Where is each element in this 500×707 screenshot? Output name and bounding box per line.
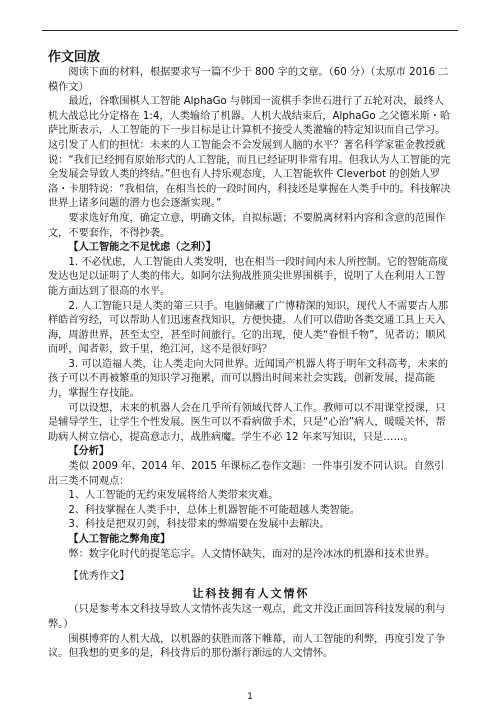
worry-point-3: 3. 可以造福人类，让人类走向大同世界。近闻国产机器人将于明年文科高考，未来的孩子可以不再被繁重的知识学习拖累，而可以腾出时间来社会实践，创新发展，提高能力，掌握生存技能。 [48, 358, 449, 400]
header-rule [42, 30, 458, 31]
material-paragraph-2: 要求选好角度，确定立意，明确文体，自拟标题；不要脱离材料内容和含意的范围作文，不要套作，不得抄袭。 [48, 212, 446, 239]
heading-worry: 【人工智能之不足忧虑（之利）】 [68, 242, 217, 254]
viewpoint-2: 2、科技掌握在人类手中，总体上机器智能不可能超越人类智能。 [68, 504, 361, 516]
page-number: 1 [247, 692, 253, 702]
worry-point-2: 2. 人工智能只是人类的第三只手。电脑储藏了广博精深的知识，现代人不需要古人那样皓首穷经，可以帮助人们迅速查找知识，方便快捷。人们可以借助各类交通工具上天入海，周游世界，甚至太空，甚至时间旅行。它的出现，使人类“眷恨千物”，见者访；顺风而呼，闻者彰，致千里，绝江河，这不是很好吗？ [48, 300, 449, 356]
heading-harm: 【人工智能之弊角度】 [68, 534, 171, 545]
material-paragraph-1: 最近，谷歌围棋人工智能 AlphaGo 与韩国一流棋手李世石进行了五轮对决，最终人机大战总比分定格在 1:4，人类输给了机器。人机大战结束后，AlphaGo 之父德米斯・哈萨比斯表示，人工智能的下一步目标是让计算机不接受人类灌输的特定知识而自己学习。这引发了人们的担忧：未来的人工智能会不会发展到人脑的水平？著名科学家霍金教授就说：“我们已经拥有原始形式的人工智能，而且已经证明非常有用。但我认为人工智能的完全发展会导致人类的终结。”但也有人持乐观态度，人工智能软件 Cleverbot 的创始人罗洛・卡朋特说：“我相信，在相当长的一段时间内，科技还是掌握在人类手中的。科技解决世界上诸多问题的潜力也会逐渐实现。” [48, 96, 451, 210]
harm-text: 弊：数字化时代的提笔忘字。人文情怀缺失，面对的是冷冰冰的机器和技术世界。 [68, 548, 436, 560]
spacer [48, 562, 454, 570]
analysis-heading: 【分析】 [68, 446, 110, 458]
document-body [48, 66, 454, 662]
viewpoint-3: 3、科技是把双刃剑，科技带来的弊端要在发展中去解决。 [68, 519, 330, 531]
worry-point-4: 可以设想，未来的机器人会在几乎所有领域代替人工作。教师可以不用课堂授课，只是辅导学生，让学生个性发展。医生可以不看病做手术，只是“心治”病人，暖暖关怀，帮助病人树立信心，提高意志力，战胜病魔。学生不必 12 年来写知识，只是……。 [48, 402, 446, 443]
essay-title: 让科技拥有人文情怀 [192, 586, 310, 600]
essay-note: （只是参考本文科技导致人文情怀丧失这一观点，此文并没正面回答科技发展的利与弊。） [48, 604, 446, 630]
sample-heading: 【优秀作文】 [68, 571, 130, 583]
prompt-paragraph: 阅读下面的材料，根据要求写一篇不少于 800 字的文章。（60 分）（太原市 2016 二模作文） [48, 67, 449, 93]
analysis-text: 类似 2009 年、2014 年、2015 年课标乙卷作文题：一件事引发不同认识。自然引出三类不同观点： [48, 461, 445, 487]
section-title: 作文回放 [48, 50, 101, 65]
viewpoint-1: 1、人工智能的无约束发展将给人类带来灾难。 [68, 490, 279, 502]
essay-body: 围棋博弈的人机大战，以机器的获胜而落下帷幕，而人工智能的利弊，再度引发了争议。但我想的更多的是，科技背后的那份渐行渐远的人文情怀。 [48, 633, 446, 660]
worry-point-1: 1. 不必忧虑，人工智能由人类发明，也在相当一段时间内未人所控制。它的智能高度发达也足以证明了人类的伟大。如阿尔法狗战胜顶尖世界围棋手，说明了人在利用人工智能方面达到了很高的水平。 [48, 256, 449, 297]
